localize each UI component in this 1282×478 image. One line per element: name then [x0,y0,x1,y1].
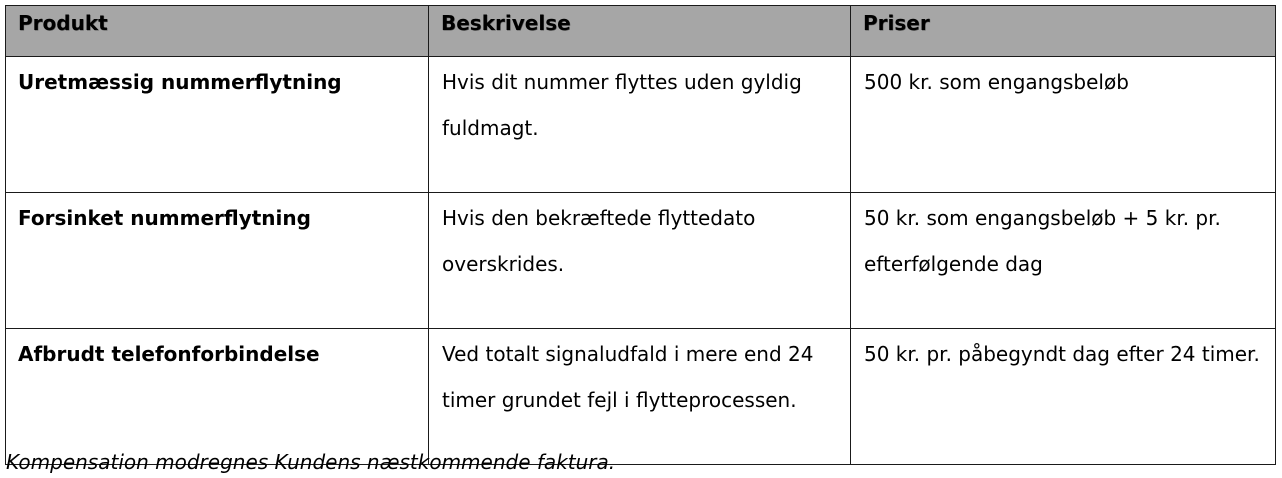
compensation-table [5,5,1276,465]
header-product: Produkt [6,6,429,57]
row-product: Uretmæssig nummerflytning [6,57,429,193]
header-price: Priser [851,6,1276,57]
row-description: Hvis den bekræftede flyttedato overskrides. [429,193,851,329]
row-product: Afbrudt telefonforbindelse [6,329,429,465]
table-row [6,329,1276,465]
header-row [6,6,1276,57]
row-description: Ved totalt signaludfald i mere end 24 timer grundet fejl i flytteprocessen. [429,329,851,465]
table-header [6,6,1276,57]
row-description: Hvis dit nummer flyttes uden gyldig fuldmagt. [429,57,851,193]
table-body [6,57,1276,465]
row-price: 50 kr. som engangsbeløb + 5 kr. pr. efterfølgende dag [851,193,1276,329]
row-product: Forsinket nummerflytning [6,193,429,329]
row-price: 50 kr. pr. påbegyndt dag efter 24 timer. [851,329,1276,465]
table-row [6,193,1276,329]
header-description: Beskrivelse [429,6,851,57]
footnote: Kompensation modregnes Kundens næstkommende faktura. [6,450,616,474]
row-price: 500 kr. som engangsbeløb [851,57,1276,193]
table-row [6,57,1276,193]
